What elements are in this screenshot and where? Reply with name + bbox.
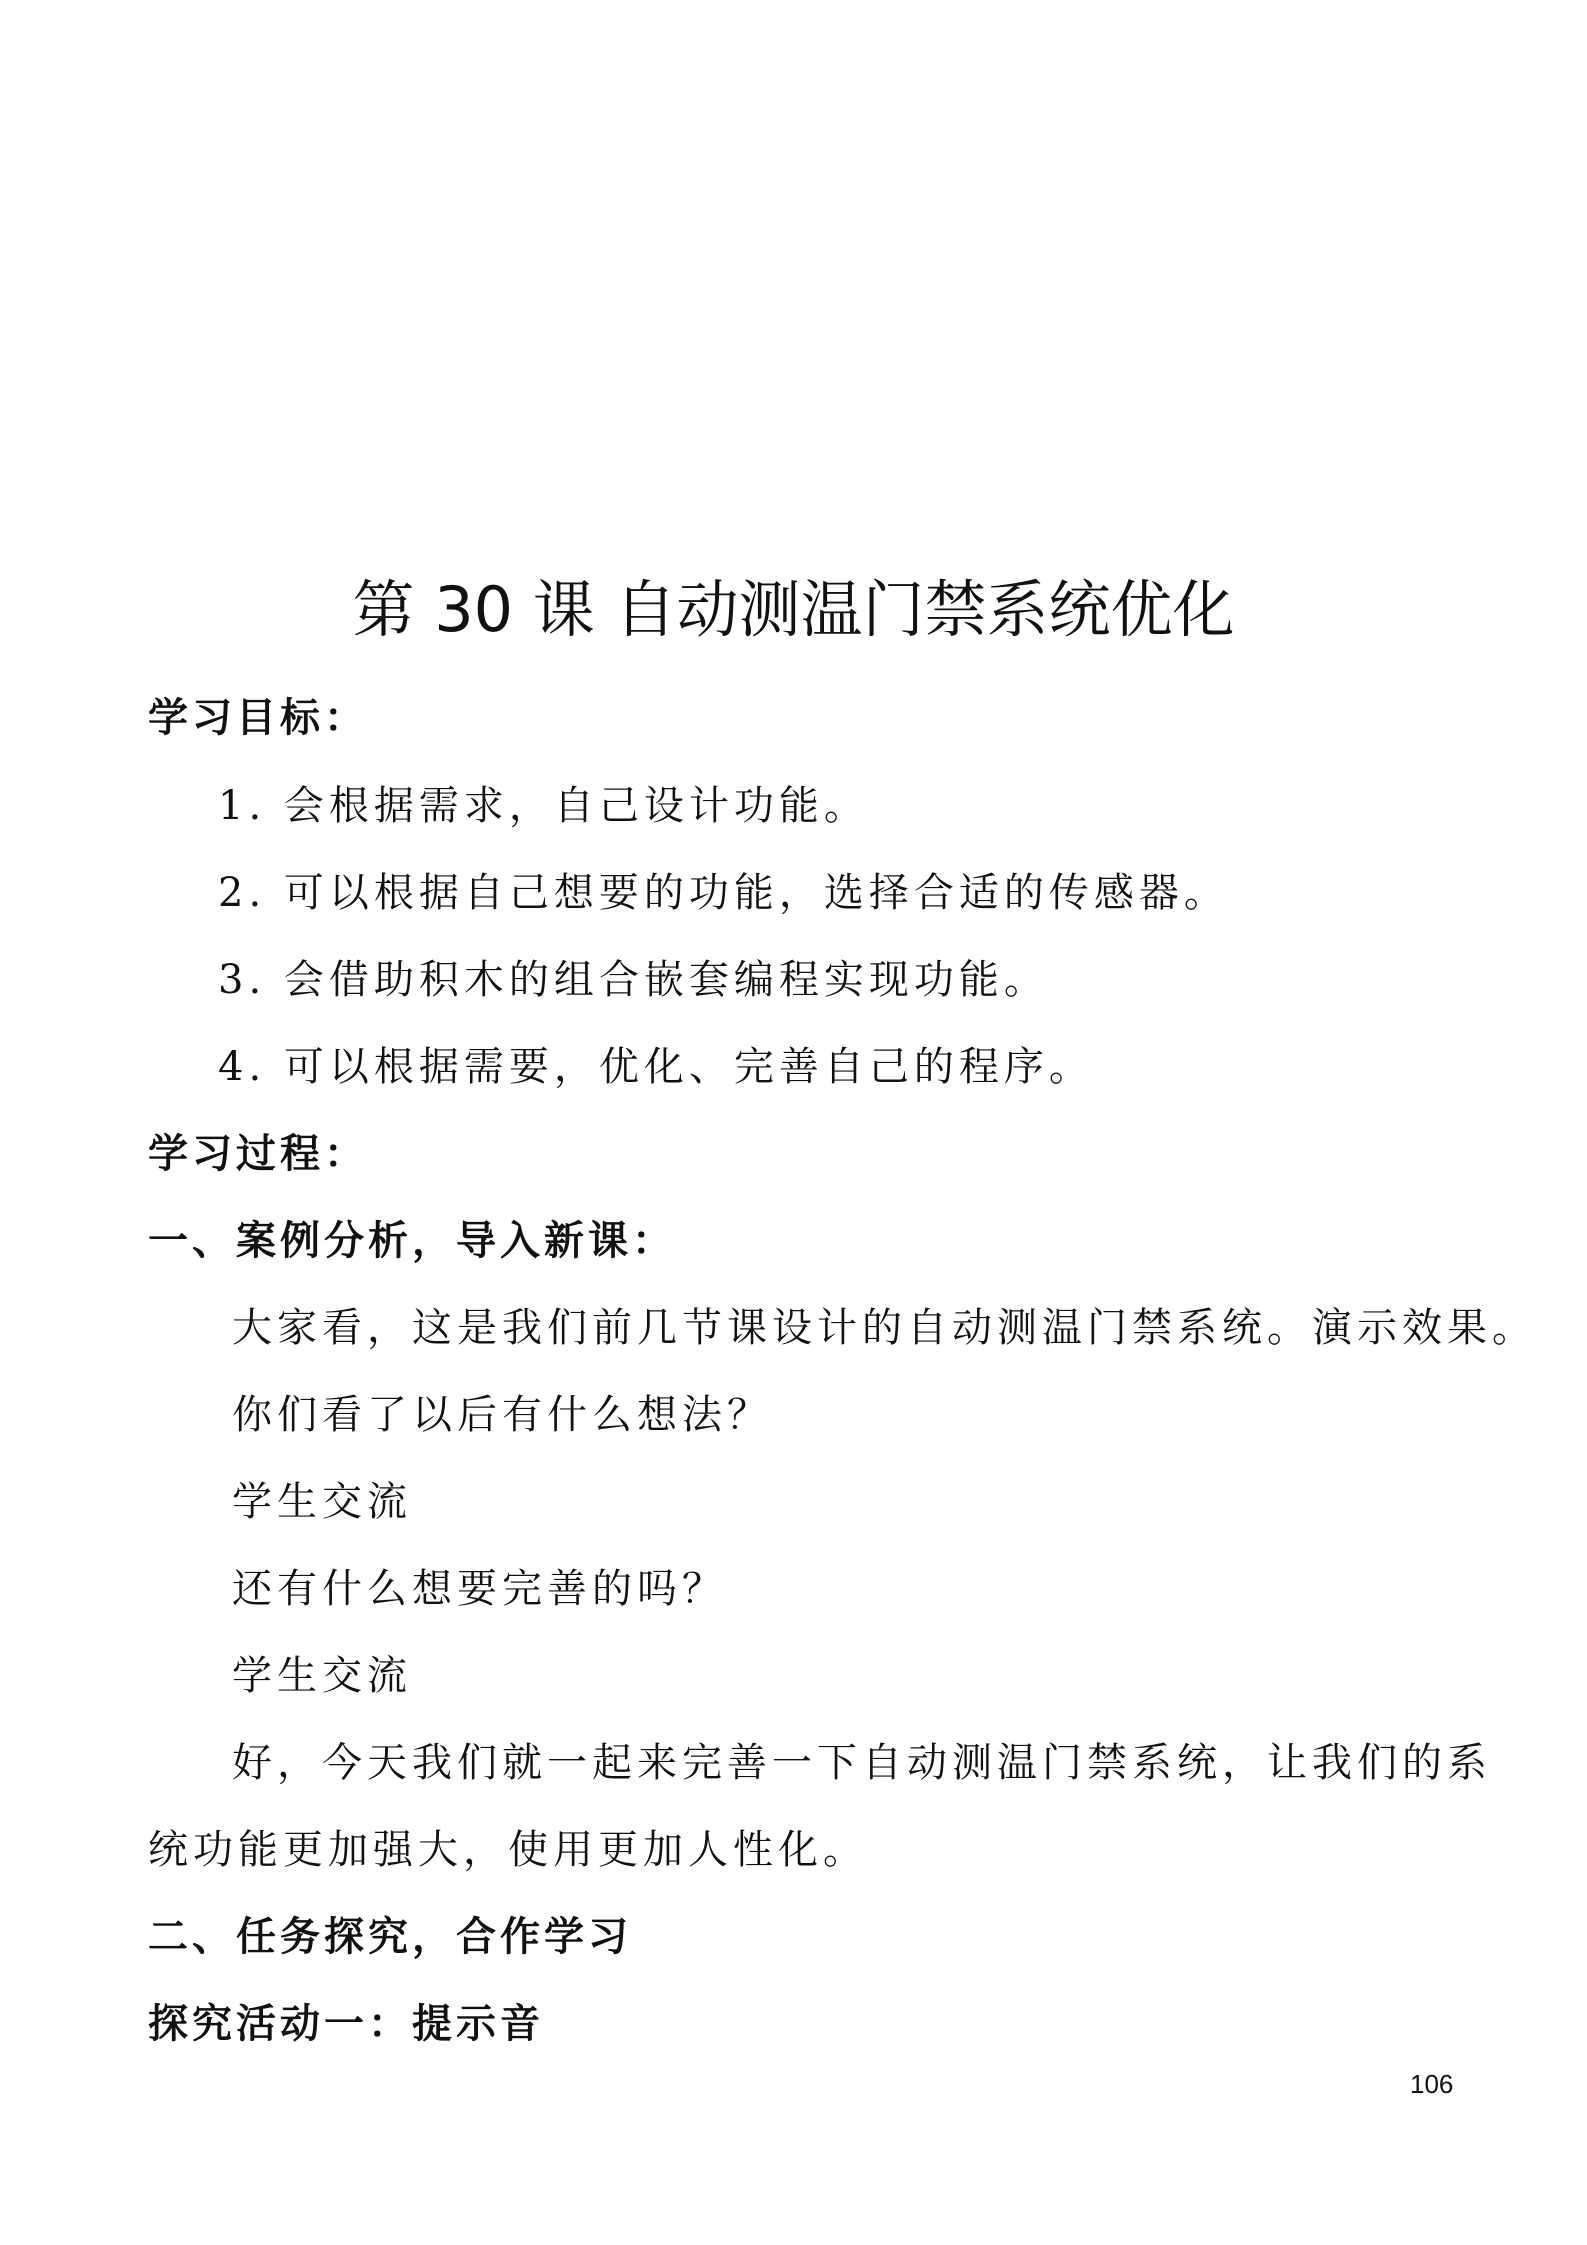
- objective-item-2: 2. 可以根据自己想要的功能，选择合适的传感器。: [218, 870, 1229, 916]
- section-1-line-1: 大家看，这是我们前几节课设计的自动测温门禁系统。演示效果。: [232, 1305, 1537, 1351]
- objectives-heading: 学习目标：: [148, 694, 368, 741]
- objective-item-4: 4. 可以根据需要，优化、完善自己的程序。: [218, 1044, 1094, 1090]
- section-1-line-3: 学生交流: [232, 1479, 412, 1525]
- section-1-paragraph-continuation: 统功能更加强大，使用更加人性化。: [148, 1827, 868, 1873]
- page-number: 106: [1410, 2069, 1454, 2099]
- section-1-paragraph-first-line: 好，今天我们就一起来完善一下自动测温门禁系统，让我们的系: [232, 1740, 1492, 1786]
- section-1-line-4: 还有什么想要完善的吗？: [232, 1566, 727, 1612]
- objective-item-3: 3. 会借助积木的组合嵌套编程实现功能。: [218, 957, 1049, 1003]
- section-1-line-2: 你们看了以后有什么想法？: [232, 1392, 772, 1438]
- section-2-heading: 二、任务探究，合作学习: [148, 1913, 632, 1960]
- process-heading: 学习过程：: [148, 1130, 368, 1177]
- page-title: 第 30 课 自动测温门禁系统优化: [352, 573, 1235, 646]
- activity-1-heading: 探究活动一：提示音: [148, 2000, 544, 2047]
- objective-item-1: 1. 会根据需求，自己设计功能。: [218, 783, 869, 829]
- section-1-line-5: 学生交流: [232, 1653, 412, 1699]
- section-1-heading: 一、案例分析，导入新课：: [148, 1217, 676, 1264]
